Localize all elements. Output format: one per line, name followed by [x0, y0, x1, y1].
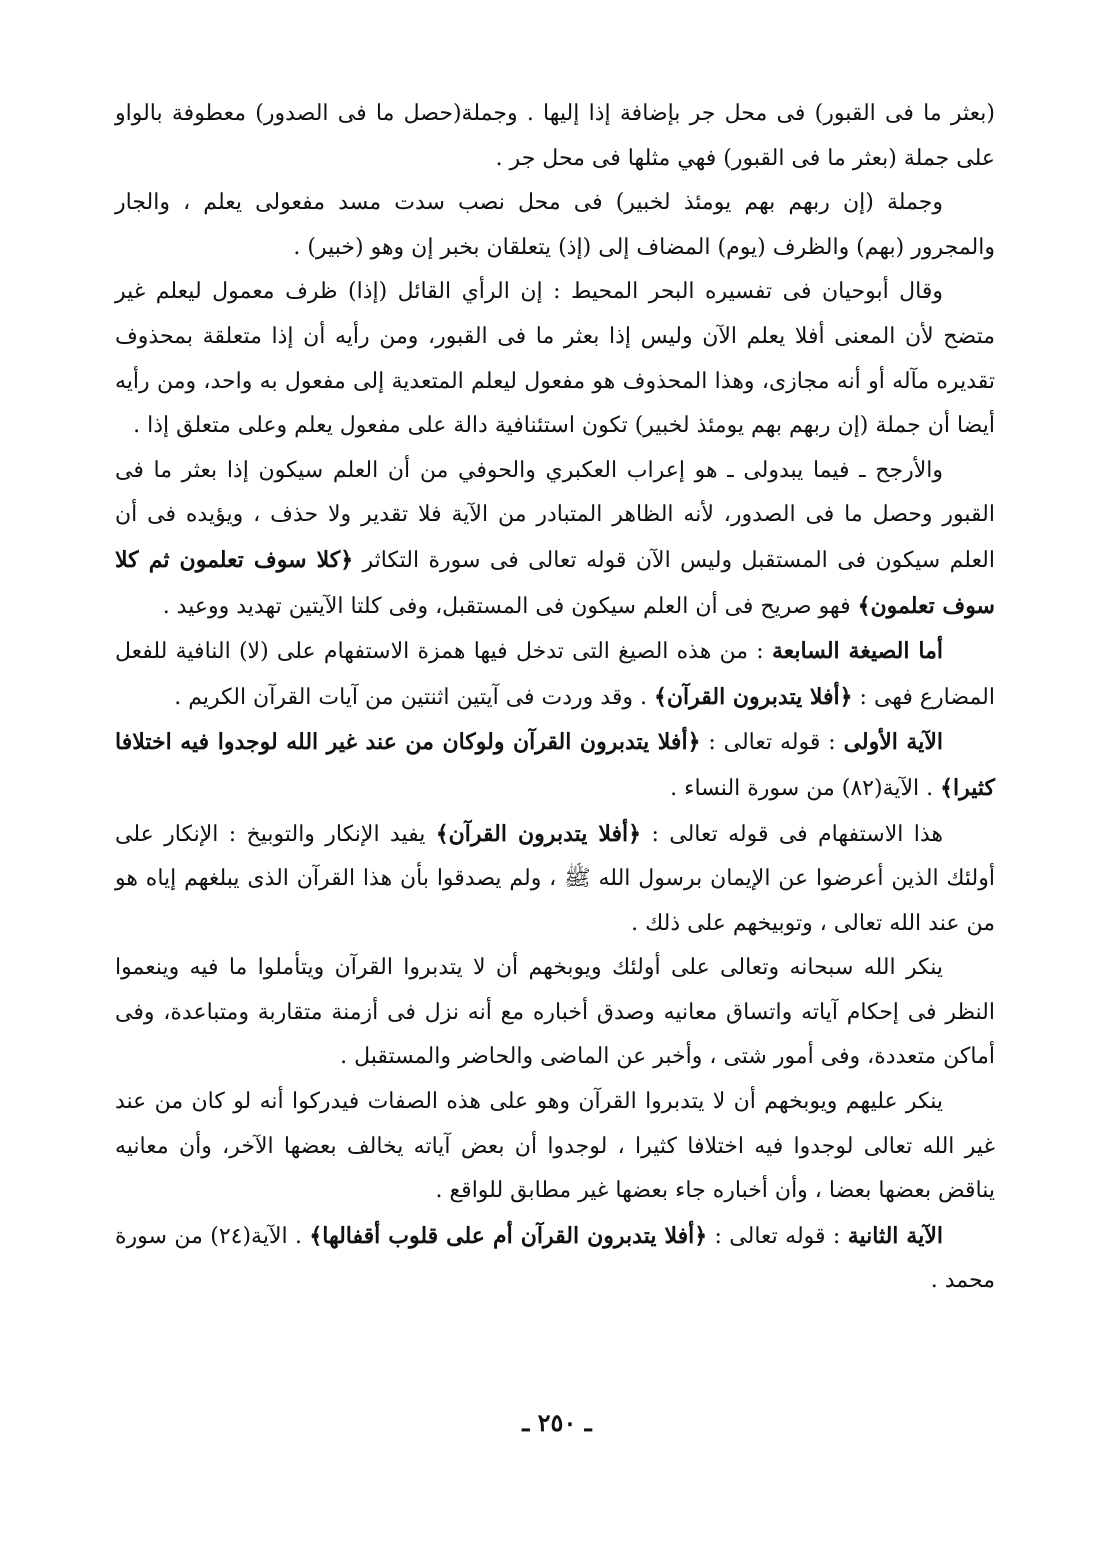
text-segment: . الآية(٨٢) من سورة النساء .: [670, 775, 941, 801]
text-segment: يفيد الإنكار والتوبيخ : الإنكار على أولئك الذين أعرضوا عن الإيمان برسول الله ﷺ ، ولم يصدقوا بأن هذا القرآن الذى يبلغهم إياه هو من عند الله تعالى ، وتوبيخهم على ذلك .: [115, 821, 995, 936]
bold-text-segment: الآية الثانية: [847, 1222, 944, 1249]
text-segment: وقال أبوحيان فى تفسيره البحر المحيط : إن الرأي القائل (إذا) ظرف معمول ليعلم غير متضح لأن المعنى أفلا يعلم الآن وليس إذا بعثر ما فى القبور، ومن رأيه أن إذا متعلقة بمحذوف تقديره مآله أو أنه مجازى، وهذا المحذوف هو مفعول ليعلم المتعدية إلى مفعول به واحد، ومن رأيه أيضا أن جملة (إن ربهم بهم يومئذ لخبير) تكون استئنافية دالة على مفعول يعلم وعلى متعلق إذا .: [115, 279, 995, 439]
paragraph: [115, 1214, 995, 1304]
text-segment: ينكر الله سبحانه وتعالى على أولئك ويوبخهم أن لا يتدبروا القرآن ويتأملوا ما فيه وينعموا النظر فى إحكام آياته واتساق معانيه وصدق أخباره مع أنه نزل فى أزمنة متقاربة ومتباعدة، وفى أماكن متعددة، وفى أمور شتى ، وأخبر عن الماضى والحاضر والمستقبل .: [115, 955, 995, 1070]
text-segment: وجملة (إن ربهم بهم يومئذ لخبير) فى محل نصب سدت مسد مفعولى يعلم ، والجار والمجرور (بهم) والظرف (يوم) المضاف إلى (إذ) يتعلقان بخبر إن وهو (خبير) .: [115, 190, 995, 260]
text-segment: (بعثر ما فى القبور) فى محل جر بإضافة إذا إليها . وجملة(حصل ما فى الصدور) معطوفة بالواو على جملة (بعثر ما فى القبور) فهي مثلها فى محل جر .: [115, 101, 995, 171]
text-segment: ينكر عليهم ويوبخهم أن لا يتدبروا القرآن وهو على هذه الصفات فيدركوا أنه لو كان من عند غير الله تعالى لوجدوا فيه اختلافا كثيرا ، لوجدوا أن بعض آياته يخالف بعضها الآخر، وأن معانيه يناقض بعضها بعضا ، وأن أخباره جاء بعضها غير مطابق للواقع .: [115, 1089, 995, 1204]
paragraph: [115, 720, 995, 811]
bold-text-segment: ﴿أفلا يتدبرون القرآن أم على قلوب أقفالها﴾: [309, 1222, 708, 1249]
paragraph: [115, 449, 995, 629]
paragraph: [115, 629, 995, 720]
paragraph: [115, 92, 995, 181]
text-segment: : من هذه الصيغ التى تدخل فيها همزة الاستفهام على (لا) النافية للفعل المضارع فهى :: [115, 639, 995, 710]
text-segment: هذا الاستفهام فى قوله تعالى :: [641, 821, 944, 847]
page-number: ـ ٢٥٠ ـ: [522, 1408, 592, 1437]
text-segment: . وقد وردت فى آيتين اثنتين من آيات القرآن الكريم .: [174, 684, 654, 710]
bold-text-segment: أما الصيغة السابعة: [771, 638, 943, 665]
text-segment: . الآية(٢٤) من سورة محمد .: [115, 1223, 995, 1294]
bold-text-segment: ﴿أفلا يتدبرون القرآن ولوكان من عند غير الله لوجدوا فيه اختلافا كثيرا﴾: [115, 729, 995, 801]
page-body: [115, 92, 995, 1304]
text-segment: والأرجح ـ فيما يبدولى ـ هو إعراب العكبري والحوفي من أن العلم سيكون إذا بعثر ما فى القبور وحصل ما فى الصدور، لأنه الظاهر المتبادر من الآية فلا تقدير ولا حذف ، ويؤيده فى أن العلم سيكون فى المستقبل وليس الآن قوله تعالى فى سورة التكاثر: [115, 457, 995, 573]
bold-text-segment: الآية الأولى: [843, 729, 944, 756]
bold-text-segment: ﴿أفلا يتدبرون القرآن﴾: [653, 683, 853, 710]
paragraph: [115, 181, 995, 270]
paragraph: [115, 270, 995, 448]
bold-text-segment: ﴿كلا سوف تعلمون ثم كلا سوف تعلمون﴾: [115, 546, 995, 619]
text-segment: : قوله تعالى :: [700, 730, 844, 756]
paragraph: [115, 812, 995, 947]
paragraph: [115, 946, 995, 1080]
bold-text-segment: ﴿أفلا يتدبرون القرآن﴾: [435, 820, 642, 847]
text-segment: فهو صريح فى أن العلم سيكون فى المستقبل، وفى كلتا الآيتين تهديد ووعيد .: [162, 593, 858, 619]
paragraph: [115, 1080, 995, 1214]
text-segment: : قوله تعالى :: [707, 1223, 848, 1249]
